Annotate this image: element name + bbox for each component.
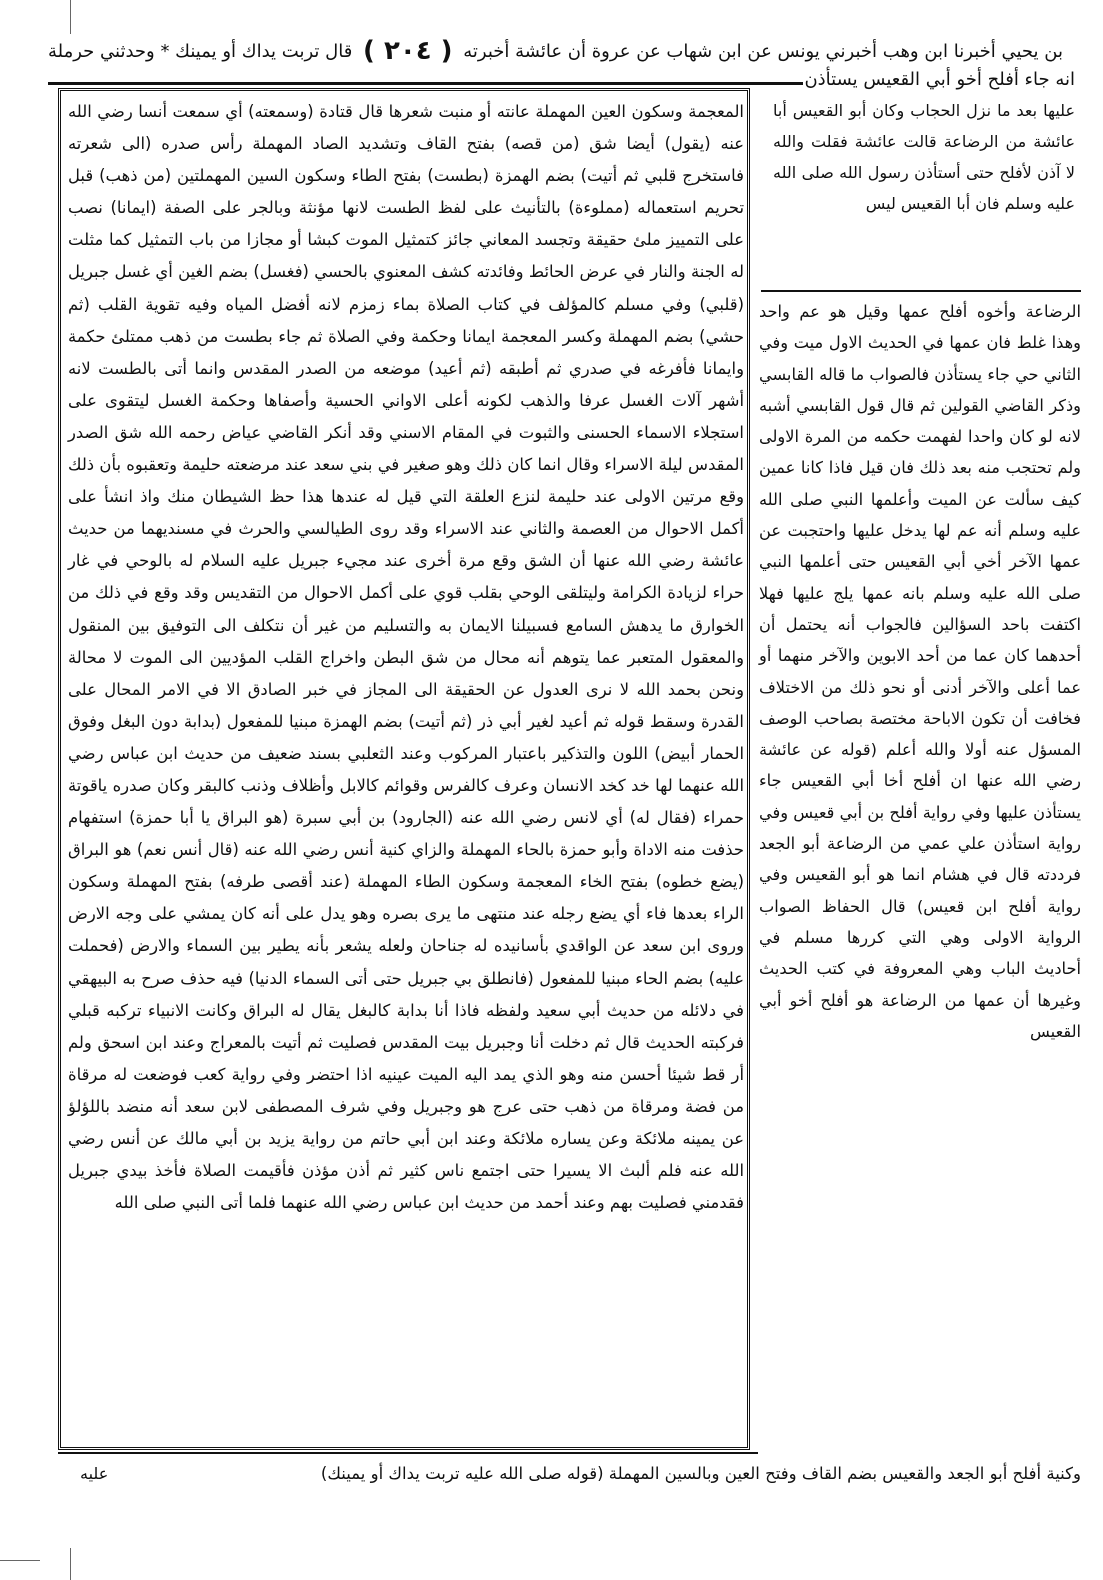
margin-divider: [761, 290, 1081, 292]
page-footer: [80, 1460, 1081, 1520]
main-commentary: [68, 96, 744, 1219]
main-commentary-text: المعجمة وسكون العين المهملة عانته أو منبت شعرها قال قتادة (وسمعته) أي سمعت أنسا رضي الله عنه (يقول) أيضا شق (من قصه) بفتح القاف وتشديد الصاد المهملة رأس صدره (الى شعرته فاستخرج قلبي ثم أتيت) بضم الهمزة (بطست) بفتح الطاء وسكون السين المهملتين (من ذهب) قبل تحريم استعماله (مملوءة) بالتأنيث على لفظ الطست لانها مؤنثة وبالجر على الصفة (ايمانا) نصب على التمييز ملئ حقيقة وتجسد المعاني جائز كتمثيل الموت كبشا أو مجازا من باب التمثيل كما مثلت له الجنة والنار في عرض الحائط وفائدته كشف المعنوي بالحسي (فغسل) بضم الغين أي غسل جبريل (قلبي) وفي مسلم كالمؤلف في كتاب الصلاة بماء زمزم لانه أفضل المياه وفيه تقوية القلب (ثم حشي) بضم المهملة وكسر المعجمة ايمانا وحكمة وفي الصلاة ثم جاء بطست من ذهب ممتلئ حكمة وايمانا فأفرغه في صدري ثم أطبقه (ثم أعيد) موضعه من الصدر المقدس وانما أتى بالطست لانه أشهر آلات الغسل عرفا والذهب لكونه أعلى الاواني الحسية وأصفاها وحكمة الغسل ليتقوى على استجلاء الاسماء الحسنى والثبوت في المقام الاسني وقد أنكر القاضي عياض رحمه الله شق الصدر المقدس ليلة الاسراء وقال انما كان ذلك وهو صغير في بني سعد عند مرضعته حليمة وتعقبوه بأن ذلك وقع مرتين الاولى عند حليمة لنزع العلقة التي قيل له عندها هذا حظ الشيطان منك واذ انشأ على أكمل الاحوال من العصمة والثاني عند الاسراء وقد روى الطيالسي والحرث في مسنديهما من حديث عائشة رضي الله عنها أن الشق وقع مرة أخرى عند مجيء جبريل عليه السلام له بالوحي في غار حراء لزيادة الكرامة وليتلقى الوحي بقلب قوي على أكمل الاحوال من التقديس وقد وقع في ذلك من الخوارق ما يدهش السامع فسبيلنا الايمان به والتسليم من غير أن نتكلف الى التوفيق بين المنقول والمعقول المتعبر عما يتوهم أنه محال من شق البطن واخراج القلب المؤديين الى الموت لا محالة ونحن بحمد الله لا نرى العدول عن الحقيقة الى المجاز في خبر الصادق الا في الامر المحال على القدرة وسقط قوله ثم أعيد لغير أبي ذر (ثم أتيت) بضم الهمزة مبنيا للمفعول (بدابة دون البغل وفوق الحمار أبيض) اللون والتذكير باعتبار المركوب وعند الثعلبي بسند ضعيف من حديث ابن عباس رضي الله عنهما لها خد كخد الانسان وعرف كالفرس وقوائم كالابل وأظلاف وذنب كالبقر وكان صدره ياقوتة حمراء (فقال له) أي لانس رضي الله عنه (الجارود) بن أبي سبرة (هو البراق يا أبا حمزة) استفهام حذفت منه الاداة وأبو حمزة بالحاء المهملة والزاي كنية أنس رضي الله عنه (قال أنس نعم) هو البراق (يضع خطوه) بفتح الخاء المعجمة وسكون الطاء المهملة (عند أقصى طرفه) بفتح المهملة وسكون الراء بعدها فاء أي يضع رجله عند منتهى ما يرى بصره وهو يدل على أنه كان يمشي على وجه الارض وروى ابن سعد عن الواقدي بأسانيده له جناحان ولعله يشعر بأنه يطير بين السماء والارض (فحملت عليه) بضم الحاء مبنيا للمفعول (فانطلق بي جبريل حتى أتى السماء الدنيا) فيه حذف صرح به البيهقي في دلائله من حديث أبي سعيد ولفظه فاذا أنا بدابة كالبغل يقال له البراق وكانت الانبياء تركبه قبلي فركبته الحديث قال ثم دخلت أنا وجبريل بيت المقدس فصليت ثم أتيت بالمعراج وعند ابن اسحق ولم أر قط شيئا أحسن منه وهو الذي يمد اليه الميت عينيه اذا احتضر وفي رواية كعب فوضعت له مرقاة من فضة ومرقاة من ذهب حتى عرج هو وجبريل وفي شرف المصطفى لابن سعد أنه منضد باللؤلؤ عن يمينه ملائكة وعن يساره ملائكة وعند ابن أبي حاتم من رواية يزيد بن أبي مالك عن أنس رضي الله عنه فلم ألبث الا يسيرا حتى اجتمع ناس كثير ثم أذن مؤذن فأقيمت الصلاة فأخذ بيدي جبريل فقدمني فصليت بهم وعند أحمد من حديث ابن عباس رضي الله عنهما فلما أتى النبي صلى الله: [68, 102, 744, 1213]
header-rule: [48, 82, 803, 85]
margin-top-body: عليها بعد ما نزل الحجاب وكان أبو القعيس أبا عائشة من الرضاعة قالت عائشة فقلت والله لا آذن لأفلح حتى أستأذن رسول الله صلى الله عليه وسلم فان أبا القعيس ليس: [773, 101, 1075, 213]
header-right-text: قال تربت يداك أو يمينك * وحدثني حرملة: [48, 40, 353, 62]
margin-side-commentary: الرضاعة وأخوه أفلح عمها وقيل هو عم واحد وهذا غلط فان عمها في الحديث الاول ميت وفي الثاني حي جاء يستأذن فالصواب ما قاله القابسي وذكر القاضي القولين ثم قال قول القابسي أشبه لانه لو كان واحدا لفهمت حكمه من المرة الاولى ولم تحتجب منه بعد ذلك فان قيل فاذا كانا عمين كيف سألت عن الميت وأعلمها النبي صلى الله عليه وسلم أنه عم لها يدخل عليها واحتجبت عن عمها الآخر أخي أبي القعيس حتى أعلمها النبي صلى الله عليه وسلم بانه عمها يلج عليها فهلا اكتفت باحد السؤالين فالجواب أنه يحتمل أن أحدهما كان عما من أحد الابوين والآخر منهما أو عما أعلى والآخر أدنى أو نحو ذلك من الاختلاف فخافت أن تكون الاباحة مختصة بصاحب الوصف المسؤل عنه أولا والله أعلم (قوله عن عائشة رضي الله عنها ان أفلح أخا أبي القعيس جاء يستأذن عليها وفي رواية أفلح بن أبي قعيس وفي رواية استأذن علي عمي من الرضاعة أبو الجعد فرددته قال في هشام انما هو أبو القعيس وفي رواية أفلح ابن قعيس) قال الحفاظ الصواب الرواية الاولى وهي التي كررها مسلم في أحاديث الباب وهي المعروفة في كتب الحديث وغيرها أن عمها من الرضاعة هو أفلح أخو أبي القعيس: [759, 302, 1081, 1041]
crop-mark: [70, 1548, 71, 1580]
footer-catchword: عليه: [80, 1464, 109, 1483]
footer-text: وكنية أفلح أبو الجعد والقعيس بضم القاف وفتح العين وبالسين المهملة (قوله صلى الله عليه تربت يداك أو يمينك): [320, 1464, 1081, 1483]
crop-mark: [0, 1560, 40, 1561]
margin-top-first-line: انه جاء أفلح أخو أبي القعيس يستأذن: [804, 69, 1075, 90]
page-number: ( ٢٠٤ ): [363, 36, 453, 66]
crop-mark: [70, 0, 71, 34]
header-isnad: بن يحيي أخبرنا ابن وهب أخبرني يونس عن ابن شهاب عن عروة أن عائشة أخبرته: [463, 40, 1063, 62]
footer-rule: [58, 1452, 758, 1454]
margin-top-block: [773, 64, 1075, 219]
